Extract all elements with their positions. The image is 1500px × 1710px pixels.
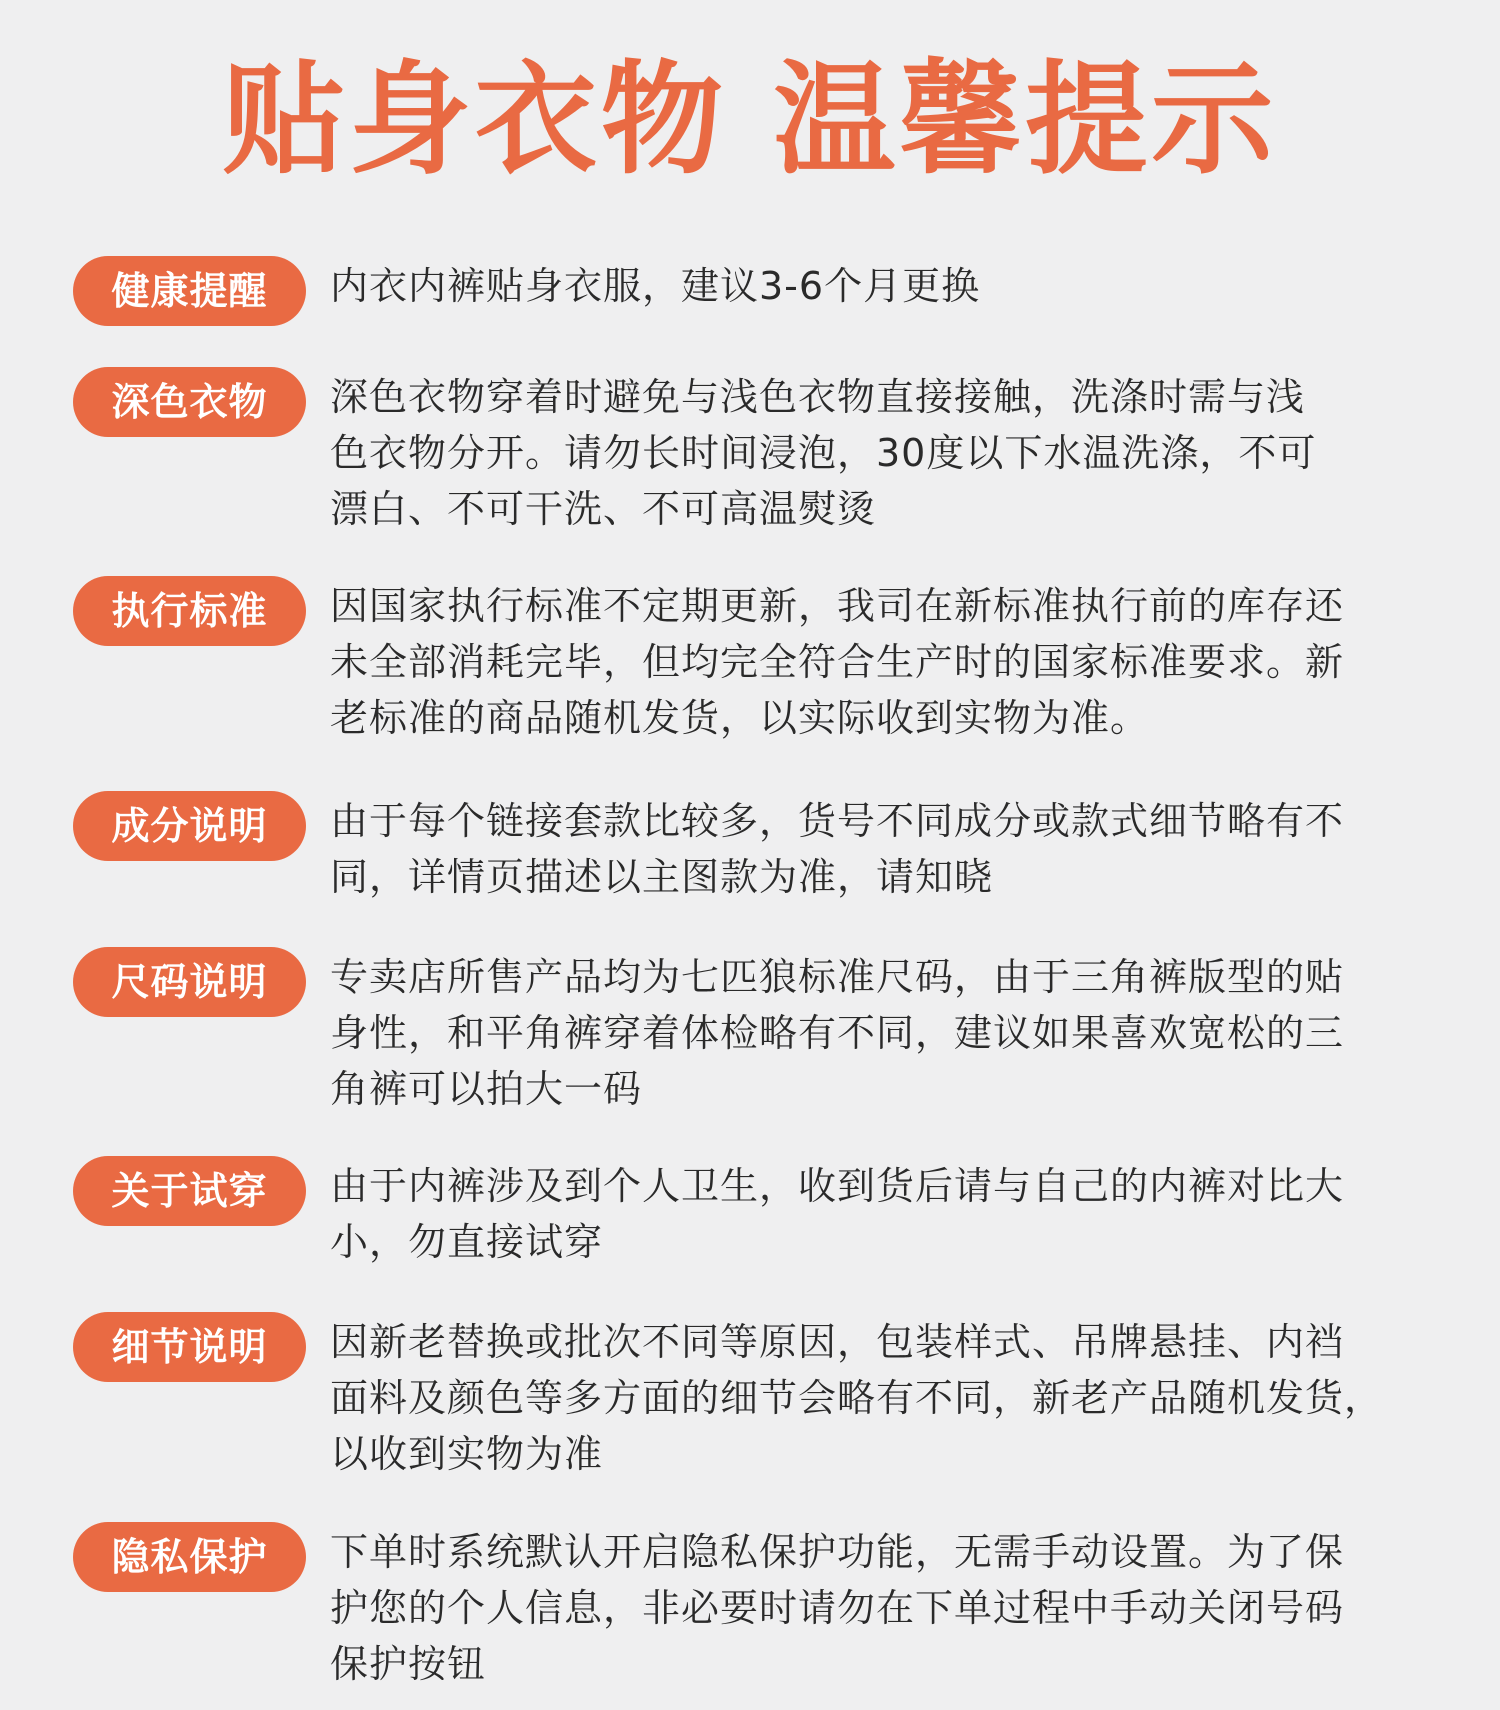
notice-line: 因新老替换或批次不同等原因，包装样式、吊牌悬挂、内裆 bbox=[330, 1320, 1345, 1364]
notice-line: 漂白、不可干洗、不可高温熨烫 bbox=[330, 487, 877, 531]
notice-line: 老标准的商品随机发货，以实际收到实物为准。 bbox=[330, 696, 1150, 740]
notice-line: 身性，和平角裤穿着体检略有不同，建议如果喜欢宽松的三 bbox=[330, 1011, 1345, 1055]
notice-line: 深色衣物穿着时避免与浅色衣物直接接触，洗涤时需与浅 bbox=[330, 375, 1306, 419]
notice-line: 面料及颜色等多方面的细节会略有不同，新老产品随机发货， bbox=[330, 1376, 1384, 1420]
tag-badge-standard: 执行标准 bbox=[73, 576, 306, 646]
notice-text-size bbox=[330, 949, 1430, 1117]
notice-line: 以收到实物为准 bbox=[330, 1432, 604, 1476]
notice-line: 由于每个链接套款比较多，货号不同成分或款式细节略有不 bbox=[330, 799, 1345, 843]
notice-line: 下单时系统默认开启隐私保护功能，无需手动设置。为了保 bbox=[330, 1530, 1345, 1574]
tag-badge-try-on: 关于试穿 bbox=[73, 1156, 306, 1226]
notice-line: 保护按钮 bbox=[330, 1642, 487, 1686]
notice-text-details bbox=[330, 1314, 1430, 1482]
notice-text-standard bbox=[330, 578, 1430, 746]
tag-badge-privacy: 隐私保护 bbox=[73, 1522, 306, 1592]
notice-line: 角裤可以拍大一码 bbox=[330, 1067, 643, 1111]
notice-line: 色衣物分开。请勿长时间浸泡，30度以下水温洗涤，不可 bbox=[330, 431, 1317, 475]
notice-line: 专卖店所售产品均为七匹狼标准尺码，由于三角裤版型的贴 bbox=[330, 955, 1345, 999]
tag-badge-details: 细节说明 bbox=[73, 1312, 306, 1382]
tag-badge-size: 尺码说明 bbox=[73, 947, 306, 1017]
notice-text-try-on bbox=[330, 1158, 1430, 1270]
notice-text-privacy bbox=[330, 1524, 1430, 1692]
notice-line: 未全部消耗完毕，但均完全符合生产时的国家标准要求。新 bbox=[330, 640, 1345, 684]
notice-line: 由于内裤涉及到个人卫生，收到货后请与自己的内裤对比大 bbox=[330, 1164, 1345, 1208]
notice-text-dark-clothes bbox=[330, 369, 1430, 537]
notice-line: 内衣内裤贴身衣服，建议3-6个月更换 bbox=[330, 264, 981, 308]
tag-badge-dark-clothes: 深色衣物 bbox=[73, 367, 306, 437]
tag-badge-health: 健康提醒 bbox=[73, 256, 306, 326]
page-title: 贴身衣物 温馨提示 bbox=[222, 49, 1278, 191]
tag-badge-composition: 成分说明 bbox=[73, 791, 306, 861]
notice-line: 护您的个人信息，非必要时请勿在下单过程中手动关闭号码 bbox=[330, 1586, 1345, 1630]
notice-text-health bbox=[330, 258, 1430, 314]
notice-line: 小，勿直接试穿 bbox=[330, 1220, 604, 1264]
notice-text-composition bbox=[330, 793, 1430, 905]
notice-line: 同，详情页描述以主图款为准，请知晓 bbox=[330, 855, 994, 899]
notice-line: 因国家执行标准不定期更新，我司在新标准执行前的库存还 bbox=[330, 584, 1345, 628]
